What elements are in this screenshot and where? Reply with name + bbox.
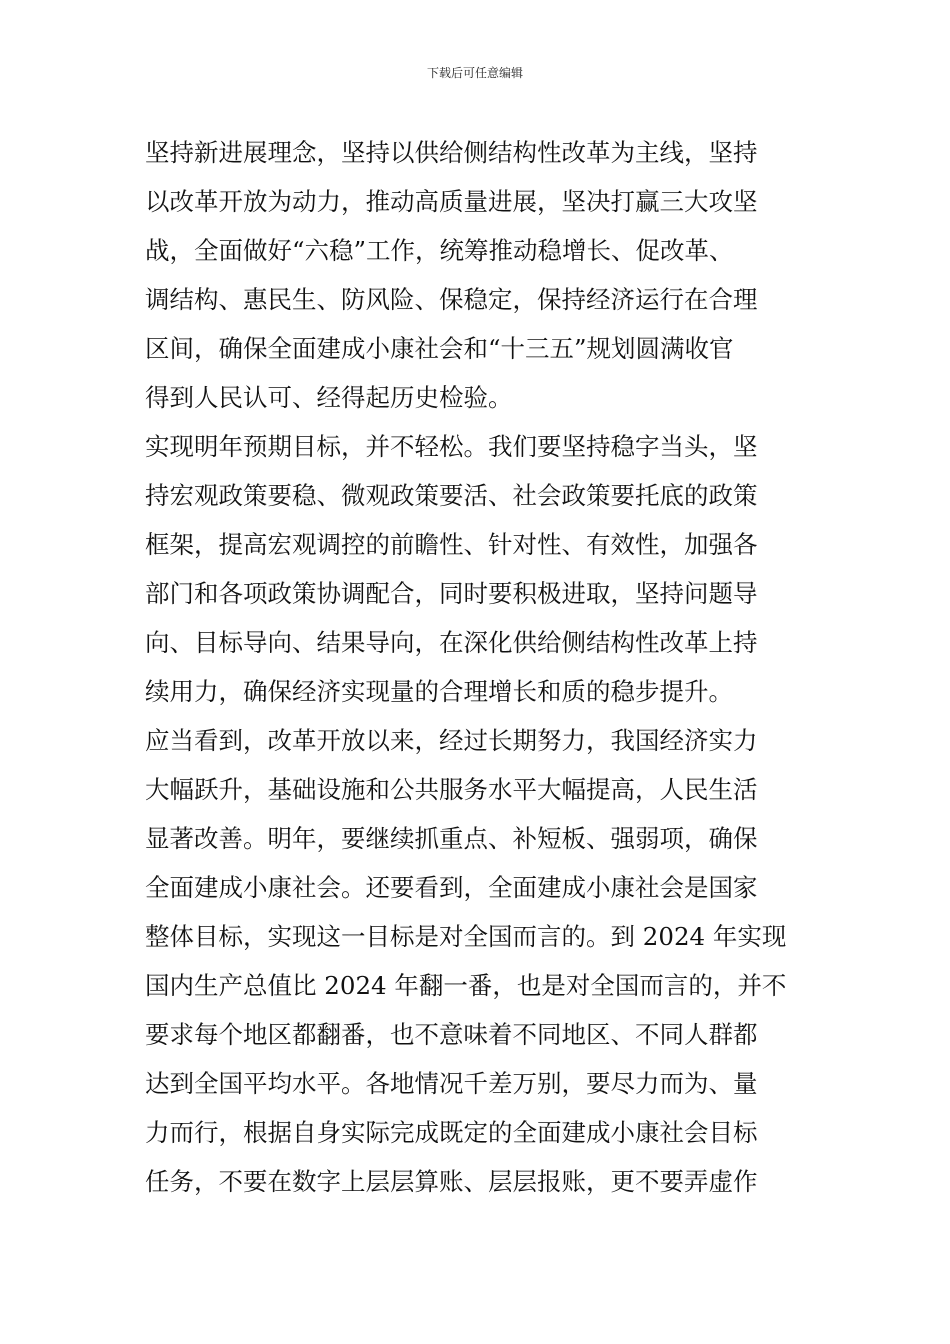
text-line: 调结构、惠民生、防风险、保稳定，保持经济运行在合理 [145, 285, 758, 314]
page-header: 下载后可任意编辑 [426, 66, 523, 80]
text-line: 整体目标，实现这一目标是对全国而言的。到 2024 年实现 [145, 922, 787, 951]
text-line: 任务，不要在数字上层层算账、层层报账，更不要弄虚作 [145, 1167, 758, 1196]
text-line: 达到全国平均水平。各地情况千差万别，要尽力而为、量 [145, 1069, 758, 1098]
text-line: 大幅跃升，基础设施和公共服务水平大幅提高，人民生活 [145, 775, 758, 804]
paragraph-2 [145, 422, 810, 716]
text-line: 坚持新进展理念，坚持以供给侧结构性改革为主线，坚持 [145, 138, 758, 167]
text-line: 力而行，根据自身实际完成既定的全面建成小康社会目标 [145, 1118, 758, 1147]
text-line: 全面建成小康社会。还要看到，全面建成小康社会是国家 [145, 873, 758, 902]
text-line: 部门和各项政策协调配合，同时要积极进取，坚持问题导 [145, 579, 758, 608]
document-body [145, 128, 810, 1206]
text-line: 得到人民认可、经得起历史检验。 [145, 383, 513, 412]
text-line: 要求每个地区都翻番，也不意味着不同地区、不同人群都 [145, 1020, 758, 1049]
text-line: 应当看到，改革开放以来，经过长期努力，我国经济实力 [145, 726, 758, 755]
text-line: 框架，提高宏观调控的前瞻性、针对性、有效性，加强各 [145, 530, 758, 559]
text-line: 实现明年预期目标，并不轻松。我们要坚持稳字当头，坚 [145, 432, 758, 461]
text-line: 以改革开放为动力，推动高质量进展，坚决打赢三大攻坚 [145, 187, 758, 216]
text-line: 区间，确保全面建成小康社会和“十三五”规划圆满收官 [145, 334, 734, 363]
text-line: 续用力，确保经济实现量的合理增长和质的稳步提升。 [145, 677, 733, 706]
text-line: 显著改善。明年，要继续抓重点、补短板、强弱项，确保 [145, 824, 758, 853]
text-line: 向、目标导向、结果导向，在深化供给侧结构性改革上持 [145, 628, 758, 657]
paragraph-1 [145, 128, 810, 422]
paragraph-3 [145, 716, 810, 1206]
text-line: 持宏观政策要稳、微观政策要活、社会政策要托底的政策 [145, 481, 758, 510]
text-line: 战，全面做好“六稳”工作，统筹推动稳增长、促改革、 [145, 236, 734, 265]
text-line: 国内生产总值比 2024 年翻一番，也是对全国而言的，并不 [145, 971, 787, 1000]
